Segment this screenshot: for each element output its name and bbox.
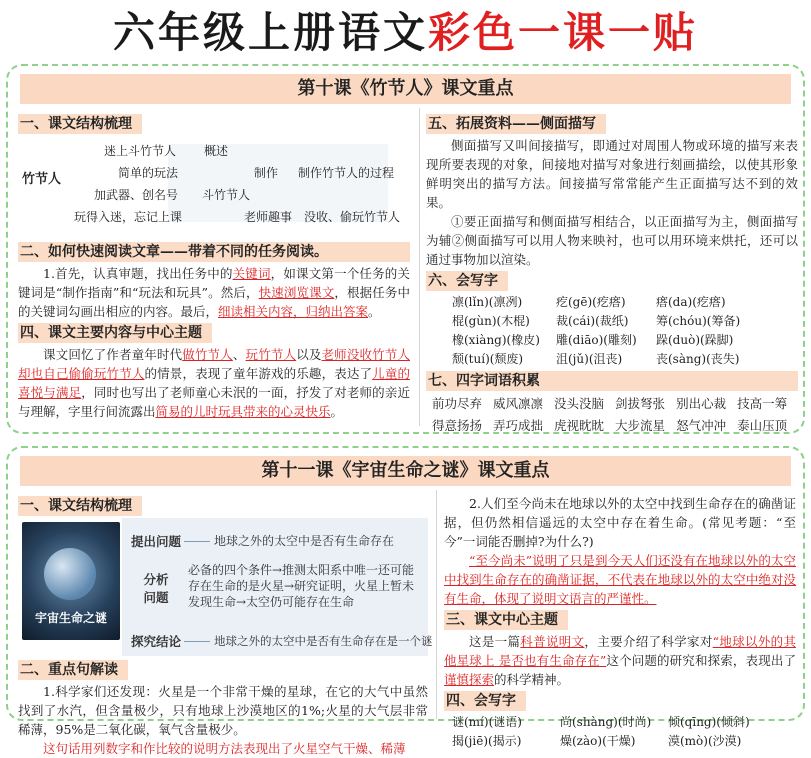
- idiom-item: 剑拔弩张: [615, 396, 666, 411]
- lesson11-sentence1: 1.科学家们还发现：火星是一个非常干燥的星球，在它的大气中虽然找到了水汽，但含量极少，只有地球上沙漠地区的1%;火星的大气层非常稀薄，95%是二氧化碳，氧气含量极少。: [18, 684, 428, 737]
- idiom-item: 虎视眈眈: [554, 418, 605, 433]
- planet-icon: [44, 548, 96, 600]
- char-item: 尚(shàng)(时尚): [560, 715, 652, 729]
- structure-item: 制作竹节人的过程: [298, 166, 395, 180]
- char-item: 跺(duò)(跺脚): [656, 333, 734, 347]
- lesson10-extension-title: 五、拓展资料——侧面描写: [426, 114, 606, 134]
- structure-item: 概述: [204, 144, 229, 158]
- planet-image: [22, 522, 120, 640]
- char-item: 漠(mò)(沙漠): [668, 734, 742, 748]
- lesson11-divider: [436, 490, 437, 719]
- lesson10-reading-paragraph: 1.首先，认真审题，找出任务中的关键词，如课文第一个任务的关键词是“制作指南”和“玩法和玩具”。然后，快速浏览课文，根据任务中的关键词勾画出相应的内容。最后，细读相关内容，归纳出答案。: [18, 266, 410, 319]
- lesson10-chars-title: 六、会写字: [426, 271, 508, 291]
- lesson10-extension-paragraph1: 侧面描写又叫间接描写，即通过对周围人物或环境的描写来表现所要表现的对象，间接地对描写对象进行刻画描绘，以使其形象鲜明突出的描写方法。间接描写常常能产生正面描写达不到的效果。: [426, 138, 798, 210]
- lesson11-left-column: [18, 494, 433, 758]
- idiom-item: 怒气冲冲: [676, 418, 727, 433]
- lesson11-theme-title: 三、课文中心主题: [444, 610, 568, 630]
- idiom-item: 技高一筹: [737, 396, 788, 411]
- diagram-tag: 提出问题: [130, 534, 181, 549]
- title-part2: 彩色一课一贴: [428, 8, 699, 57]
- char-item: 谜(mí)(谜语): [452, 715, 522, 729]
- structure-root: 竹节人: [22, 172, 62, 187]
- diagram-connector: [184, 541, 210, 542]
- diagram-text: 地球之外的太空中是否有生命存在: [214, 534, 395, 548]
- diagram-tag: 问题: [143, 590, 169, 605]
- page-title: [0, 4, 811, 62]
- lesson11-chars-title: 四、会写字: [444, 691, 526, 711]
- diagram-text: 地球之外的太空中是否有生命存在是一个谜: [214, 634, 433, 648]
- lesson10-card: [6, 64, 805, 434]
- char-item: 颓(tuí)(颓废): [452, 352, 524, 366]
- lesson11-card: [6, 446, 805, 756]
- idiom-item: 得意扬扬: [432, 418, 483, 433]
- lesson10-extension-paragraph2: ①要正面描写和侧面描写相结合，以正面描写为主，侧面描写为辅②侧面描写可以用人物来映衬，也可以用环境来烘托，还可以通过事物加以渲染。: [426, 214, 798, 267]
- lesson11-chars-grid: [444, 713, 796, 751]
- diagram-connector: [184, 641, 210, 642]
- char-item: 橡(xiàng)(橡皮): [452, 333, 540, 347]
- char-item: 筹(chóu)(筹备): [656, 314, 741, 328]
- char-item: 燥(zào)(干燥): [560, 734, 636, 748]
- idiom-item: 别出心裁: [676, 396, 727, 411]
- lesson11-sentence2: 2.人们至今尚未在地球以外的太空中找到生命存在的确凿证据，但仍然相信遥远的太空中存在着生命。(常见考题：“至今”一词能否删掉?为什么?): [444, 496, 796, 549]
- structure-item: 斗竹节人: [202, 188, 251, 202]
- lesson10-structure-title: 一、课文结构梳理: [18, 114, 142, 134]
- char-item: 棍(gùn)(木棍): [452, 314, 530, 328]
- structure-item: 没收、偷玩竹节人: [304, 210, 401, 224]
- idiom-item: 大步流星: [615, 418, 666, 433]
- structure-item: 简单的玩法: [118, 166, 179, 180]
- structure-item: 玩得入迷，忘记上课: [74, 210, 183, 224]
- lesson11-sentences-title: 二、重点句解读: [18, 660, 128, 680]
- lesson10-idioms-title: 七、四字词语积累: [426, 371, 798, 391]
- idiom-item: 前功尽弃: [432, 396, 483, 411]
- char-item: 疙(gē)(疙瘩): [556, 295, 626, 309]
- diagram-tag: 探究结论: [130, 634, 181, 649]
- char-item: 倾(qīng)(倾斜): [668, 715, 750, 729]
- lesson11-sentence1-note: 这句话用列数字和作比较的说明方法表现出了火星空气干燥、稀薄: [43, 741, 406, 756]
- lesson11-theme-paragraph: 这是一篇科普说明文，主要介绍了科学家对“地球以外的其他星球上 是否也有生命存在”这个问题的研究和探索，表现出了谨慎探索的科学精神。: [444, 634, 796, 687]
- lesson11-right-column: [444, 494, 796, 751]
- idiom-item: 威风凛凛: [493, 396, 544, 411]
- idiom-item: 没头没脑: [554, 396, 605, 411]
- lesson10-theme-title: 四、课文主要内容与中心主题: [18, 323, 212, 343]
- title-part1: 六年级上册语文: [112, 8, 428, 57]
- structure-item: 加武器、创名号: [94, 188, 179, 202]
- structure-item: 老师趣事: [244, 210, 293, 224]
- char-item: 揭(jiē)(揭示): [452, 734, 522, 748]
- image-caption: 宇宙生命之谜: [34, 611, 107, 625]
- lesson10-structure-diagram: [18, 136, 410, 240]
- lesson10-right-column: [426, 112, 798, 437]
- diagram-text: 必备的四个条件→推测太阳系中唯一还可能存在生命的是火星→研究证明，火星上暂未发现生命→太空仍可能存在生命: [188, 563, 415, 609]
- char-item: 瘩(da)(疙瘩): [656, 295, 726, 309]
- char-item: 凛(lǐn)(凛冽): [452, 295, 523, 309]
- idiom-item: 泰山压顶: [737, 418, 788, 433]
- diagram-tag: 分析: [143, 572, 169, 587]
- lesson10-header: 第十课《竹节人》课文重点: [20, 74, 791, 104]
- lesson11-sentence2-answer: “至今尚未”说明了只是到今天人们还没有在地球以外的太空中找到生命存在的确凿证据，不代表在地球以外的太空中绝对没有生命，体现了说明文语言的严谨性。: [444, 553, 796, 606]
- idiom-item: 弄巧成拙: [493, 418, 544, 433]
- char-item: 丧(sàng)(丧失): [656, 352, 740, 366]
- lesson11-structure-title: 一、课文结构梳理: [18, 496, 142, 516]
- structure-item: 迷上斗竹节人: [104, 144, 177, 158]
- char-item: 裁(cái)(裁纸): [556, 314, 629, 328]
- lesson11-structure-diagram: [18, 518, 433, 658]
- lesson10-reading-title: 二、如何快速阅读文章——带着不同的任务阅读。: [18, 242, 410, 262]
- lesson10-theme-paragraph: 课文回忆了作者童年时代做竹节人、玩竹节人以及老师没收竹节人却也自己偷偷玩竹节人的情景，表现了童年游戏的乐趣，表达了儿童的喜悦与满足，同时也写出了老师童心未泯的一面，抒发了对老师的亲近与理解，字里行间流露出简易的儿时玩具带来的心灵快乐。: [18, 347, 410, 419]
- lesson10-idioms-list: [426, 393, 798, 437]
- char-item: 雕(diāo)(雕刻): [556, 333, 637, 347]
- structure-item: 制作: [254, 166, 279, 180]
- lesson10-divider: [419, 108, 420, 426]
- lesson11-header: 第十一课《宇宙生命之谜》课文重点: [20, 456, 791, 486]
- lesson10-left-column: [18, 112, 410, 421]
- lesson10-chars-grid: [426, 293, 798, 369]
- char-item: 沮(jǔ)(沮丧): [556, 352, 623, 366]
